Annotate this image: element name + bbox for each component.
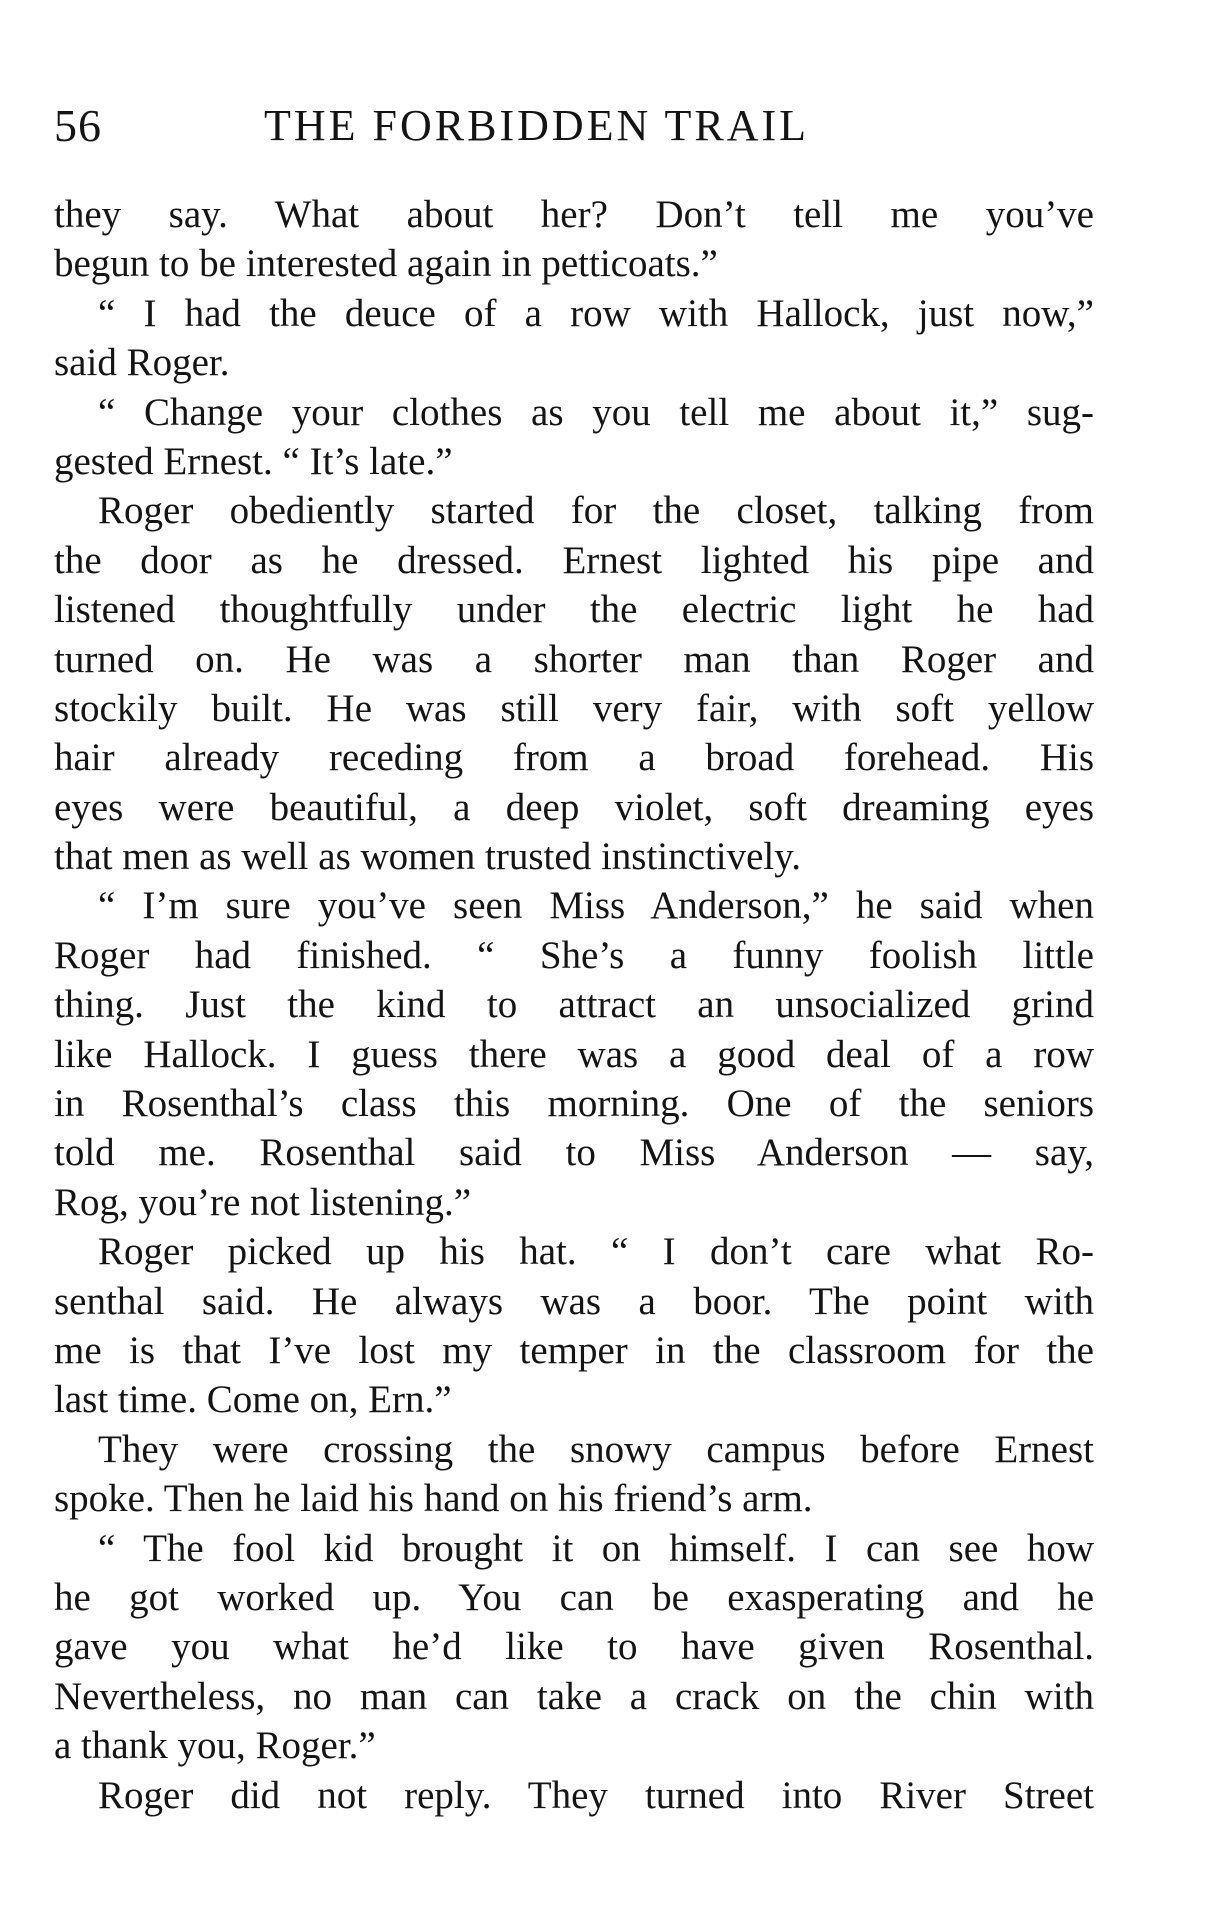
- body-text: [54, 190, 1094, 1820]
- text-line: stockily built. He was still very fair, with soft yellow: [54, 686, 1094, 730]
- text-line: “ I’m sure you’ve seen Miss Anderson,” he said when: [98, 884, 1094, 928]
- text-line: they say. What about her? Don’t tell me you’ve: [54, 193, 1094, 236]
- text-line: turned on. He was a shorter man than Roger and: [54, 637, 1094, 681]
- text-line: Nevertheless, no man can take a crack on the chin with: [54, 1674, 1094, 1718]
- text-line: thing. Just the kind to attract an unsocialized grind: [54, 983, 1094, 1027]
- text-line: begun to be interested again in petticoats.”: [54, 242, 718, 286]
- running-title: THE FORBIDDEN TRAIL: [264, 101, 810, 150]
- text-line: “ I had the deuce of a row with Hallock, just now,”: [98, 291, 1094, 335]
- page-number: 56: [54, 100, 102, 151]
- text-line: gave you what he’d like to have given Rosenthal.: [54, 1625, 1094, 1669]
- text-line: a thank you, Roger.”: [54, 1724, 376, 1768]
- text-line: Roger did not reply. They turned into River Street: [98, 1773, 1094, 1817]
- text-line: Rog, you’re not listening.”: [54, 1180, 472, 1224]
- page-header: [54, 98, 1094, 162]
- text-line: last time. Come on, Ern.”: [54, 1378, 452, 1422]
- text-line: said Roger.: [54, 341, 230, 385]
- text-line: spoke. Then he laid his hand on his friend’s arm.: [54, 1477, 813, 1521]
- text-line: that men as well as women trusted instinctively.: [54, 835, 801, 879]
- text-line: Roger had finished. “ She’s a funny foolish little: [54, 933, 1094, 977]
- text-line: Roger obediently started for the closet, talking from: [98, 489, 1094, 533]
- text-line: hair already receding from a broad forehead. His: [54, 736, 1094, 780]
- text-line: “ Change your clothes as you tell me about it,” sug-: [98, 390, 1094, 434]
- text-line: eyes were beautiful, a deep violet, soft dreaming eyes: [54, 785, 1094, 829]
- text-line: told me. Rosenthal said to Miss Anderson — say,: [54, 1131, 1094, 1175]
- text-line: They were crossing the snowy campus before Ernest: [98, 1427, 1094, 1471]
- text-line: he got worked up. You can be exasperating and he: [54, 1575, 1094, 1619]
- text-line: in Rosenthal’s class this morning. One of the seniors: [54, 1082, 1094, 1126]
- text-line: like Hallock. I guess there was a good deal of a row: [54, 1032, 1094, 1076]
- text-line: Roger picked up his hat. “ I don’t care what Ro-: [98, 1230, 1094, 1274]
- text-line: listened thoughtfully under the electric light he had: [54, 588, 1094, 632]
- text-line: senthal said. He always was a boor. The point with: [54, 1279, 1094, 1323]
- text-line: the door as he dressed. Ernest lighted his pipe and: [54, 538, 1094, 582]
- text-line: gested Ernest. “ It’s late.”: [54, 439, 453, 483]
- text-line: “ The fool kid brought it on himself. I can see how: [98, 1526, 1094, 1570]
- text-line: me is that I’ve lost my temper in the classroom for the: [54, 1328, 1094, 1372]
